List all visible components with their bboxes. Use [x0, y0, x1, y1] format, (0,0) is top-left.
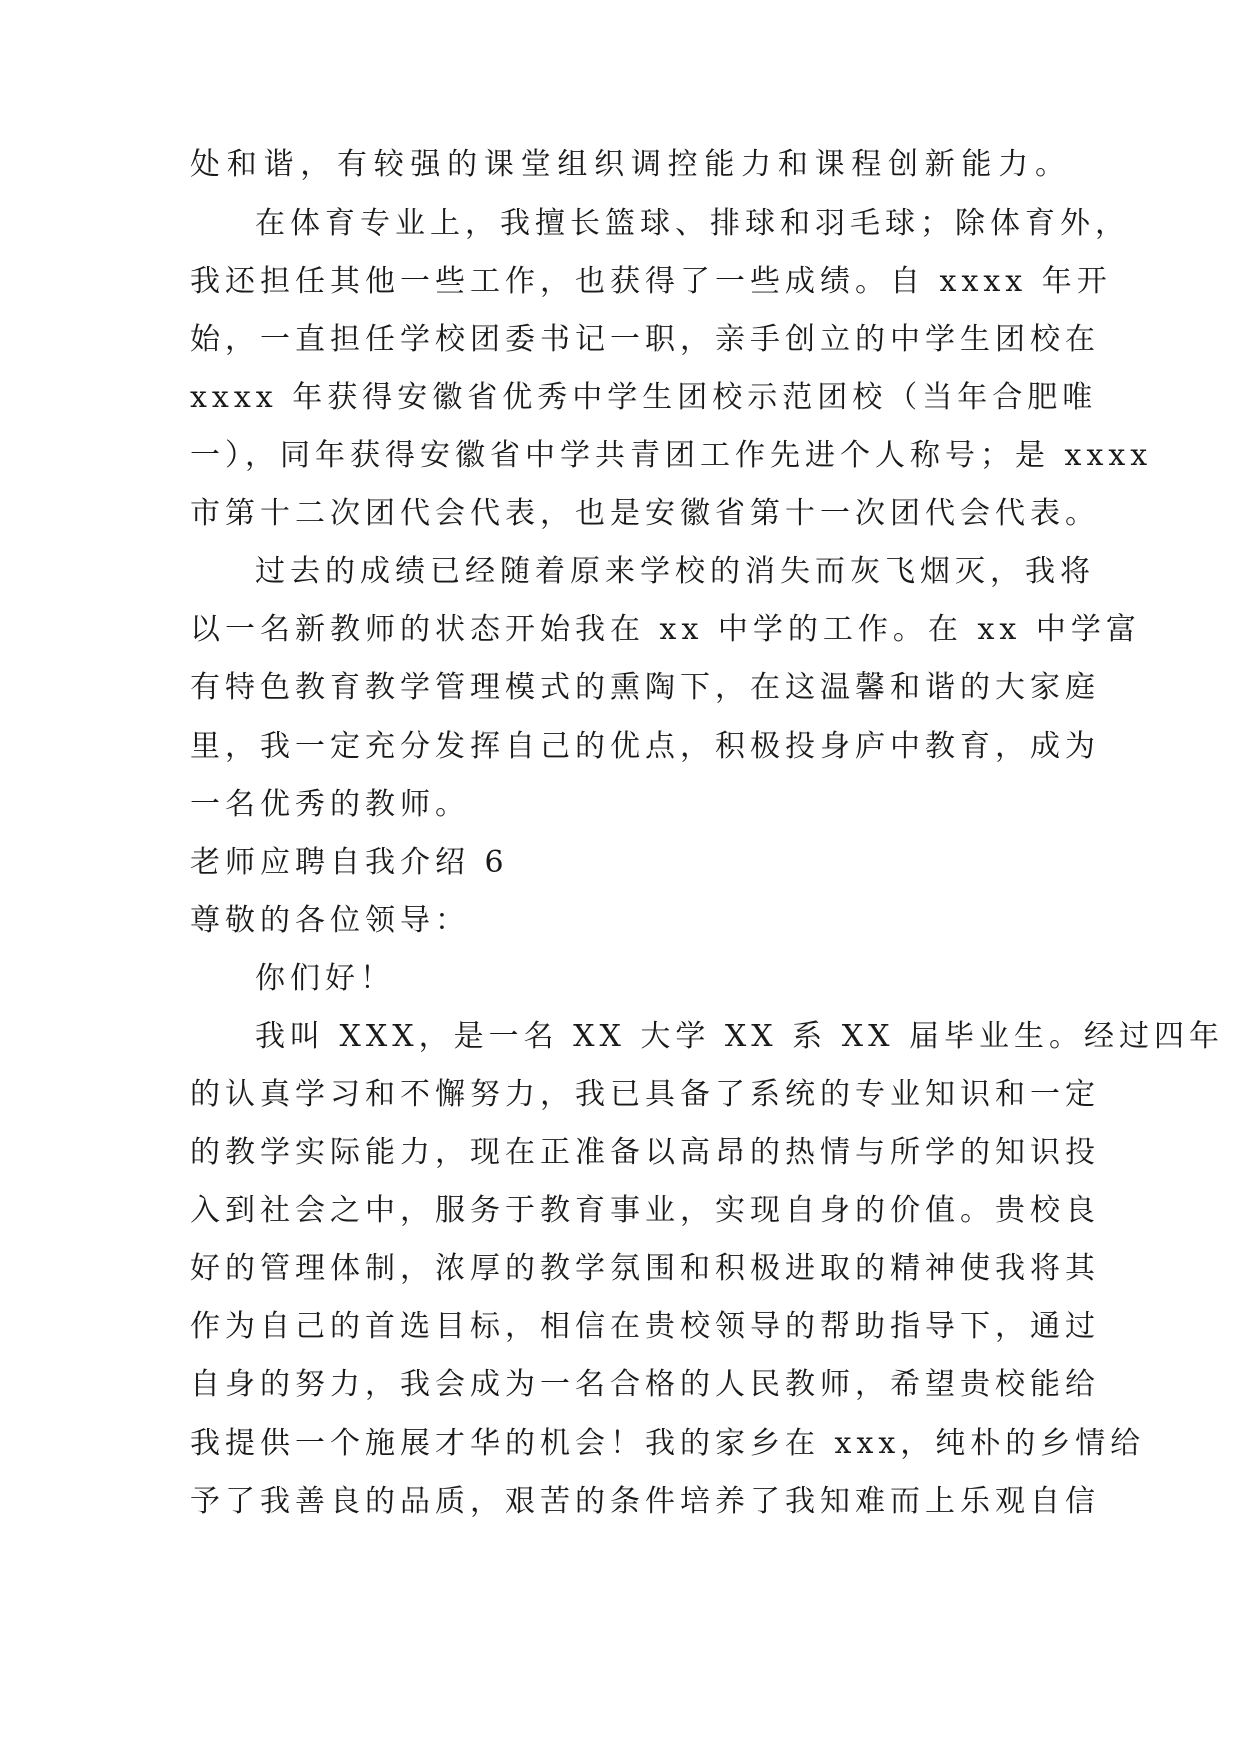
salutation: 尊敬的各位领导：	[190, 903, 470, 938]
paragraph-line: 予了我善良的品质，艰苦的条件培养了我知难而上乐观自信	[190, 1484, 1100, 1519]
paragraph-line: 一名优秀的教师。	[190, 787, 470, 822]
paragraph-line: 我叫 XXX，是一名 XX 大学 XX 系 XX 届毕业生。经过四年	[255, 1019, 1224, 1054]
paragraph-line: 处和谐，有较强的课堂组织调控能力和课程创新能力。	[190, 147, 1070, 182]
paragraph-line: 一），同年获得安徽省中学共青团工作先进个人称号；是 xxxx	[190, 438, 1153, 473]
paragraph-line: 好的管理体制，浓厚的教学氛围和积极进取的精神使我将其	[190, 1251, 1100, 1286]
paragraph-line: 我提供一个施展才华的机会！我的家乡在 xxx，纯朴的乡情给	[190, 1426, 1146, 1461]
paragraph-line: 市第十二次团代会代表，也是安徽省第十一次团代会代表。	[190, 496, 1100, 531]
paragraph-line: 我还担任其他一些工作，也获得了一些成绩。自 xxxx 年开	[190, 264, 1112, 299]
paragraph-line: 始，一直担任学校团委书记一职，亲手创立的中学生团校在	[190, 322, 1100, 357]
paragraph-line: 作为自己的首选目标，相信在贵校领导的帮助指导下，通过	[190, 1309, 1100, 1344]
greeting: 你们好！	[255, 961, 395, 996]
paragraph-line: 以一名新教师的状态开始我在 xx 中学的工作。在 xx 中学富	[190, 612, 1141, 647]
paragraph-line: 的教学实际能力，现在正准备以高昂的热情与所学的知识投	[190, 1135, 1100, 1170]
paragraph-line: 里，我一定充分发挥自己的优点，积极投身庐中教育，成为	[190, 729, 1100, 764]
paragraph-line: 自身的努力，我会成为一名合格的人民教师，希望贵校能给	[190, 1367, 1100, 1402]
paragraph-line: 的认真学习和不懈努力，我已具备了系统的专业知识和一定	[190, 1077, 1100, 1112]
section-heading: 老师应聘自我介绍 6	[190, 845, 509, 880]
paragraph-line: xxxx 年获得安徽省优秀中学生团校示范团校（当年合肥唯	[190, 380, 1098, 415]
paragraph-line: 入到社会之中，服务于教育事业，实现自身的价值。贵校良	[190, 1193, 1100, 1228]
paragraph-line: 过去的成绩已经随着原来学校的消失而灰飞烟灭，我将	[255, 554, 1095, 589]
paragraph-line: 有特色教育教学管理模式的熏陶下，在这温馨和谐的大家庭	[190, 670, 1100, 705]
paragraph-line: 在体育专业上，我擅长篮球、排球和羽毛球；除体育外，	[255, 206, 1130, 241]
